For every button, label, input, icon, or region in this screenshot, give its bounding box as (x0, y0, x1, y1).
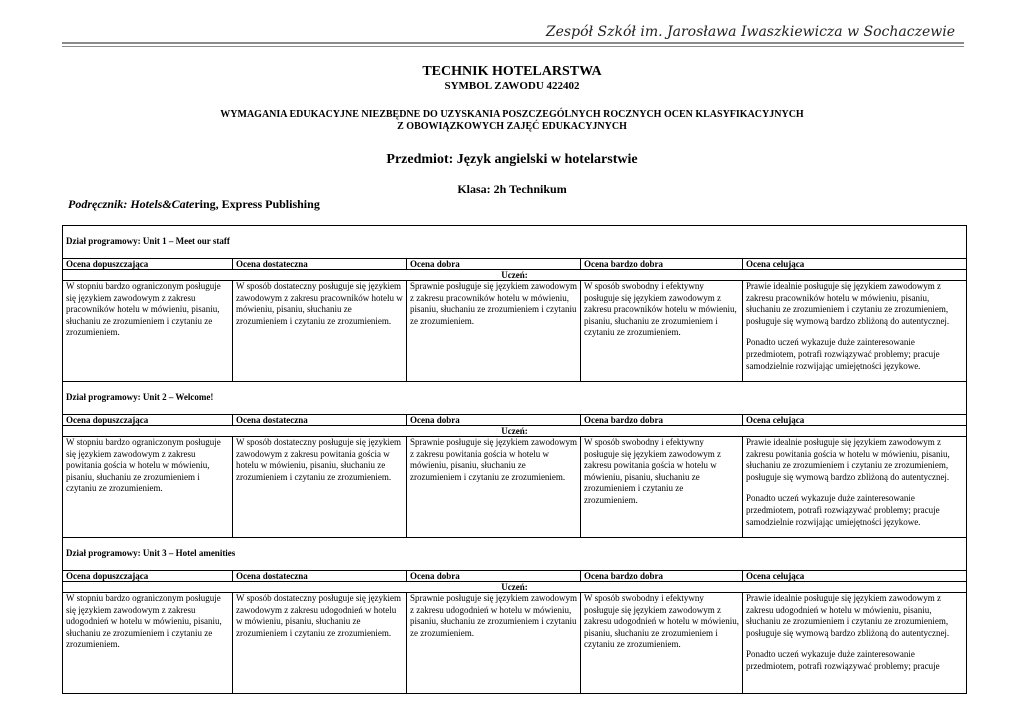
grade-header: Ocena dobra (407, 571, 581, 582)
textbook-label: Podręcznik: Hotels&Cate (68, 197, 195, 211)
grade-description: W sposób swobodny i efektywny posługuje się językiem zawodowym z zakresu udogodnień w hotelu w mówieniu, pisaniu, słuchaniu ze zrozumieniem i czytaniu ze zrozumieniem. (581, 593, 743, 694)
textbook-line (68, 197, 320, 212)
requirements-table (62, 225, 967, 694)
grade-extra-note: Ponadto uczeń wykazuje duże zainteresowanie przedmiotem, potrafi rozwiązywać problemy; pracuje samodzielnie rozwijając umiejętności językowe. (746, 493, 940, 527)
grade-header: Ocena dostateczna (233, 415, 407, 426)
grade-description: Sprawnie posługuje się językiem zawodowym z zakresu udogodnień w hotelu w mówieniu, pisaniu, słuchaniu ze zrozumieniem i czytaniu ze zrozumieniem. (407, 593, 581, 694)
grade-description: W sposób swobodny i efektywny posługuje się językiem zawodowym z zakresu powitania gościa w hotelu w mówieniu, pisaniu, słuchaniu ze zrozumieniem i czytaniu ze zrozumieniem. (581, 437, 743, 538)
grade-header: Ocena bardzo dobra (581, 571, 743, 582)
requirements-heading-line1: WYMAGANIA EDUKACYJNE NIEZBĘDNE DO UZYSKANIA POSZCZEGÓLNYCH ROCZNYCH OCEN KLASYFIKACYJNYCH (220, 109, 804, 120)
school-name-header: Zespół Szkół im. Jarosława Iwaszkiewicza w Sochaczewie (545, 24, 955, 40)
table-row (63, 437, 967, 538)
grade-header: Ocena dostateczna (233, 571, 407, 582)
profession-symbol: SYMBOL ZAWODU 422402 (444, 80, 580, 92)
grade-header: Ocena celująca (743, 571, 967, 582)
student-label: Uczeń: (63, 270, 967, 281)
grade-description: W sposób dostateczny posługuje się językiem zawodowym z zakresu powitania gościa w hotelu w mówieniu, pisaniu, słuchaniu ze zrozumieniem i czytaniu ze zrozumieniem. (233, 437, 407, 538)
grade-header: Ocena dobra (407, 415, 581, 426)
grade-description: Sprawnie posługuje się językiem zawodowym z zakresu pracowników hotelu w mówieniu, pisaniu, słuchaniu ze zrozumieniem i czytaniu ze zrozumieniem. (407, 281, 581, 382)
student-label: Uczeń: (63, 426, 967, 437)
grade-header: Ocena celująca (743, 259, 967, 270)
grade-header: Ocena dopuszczająca (63, 259, 233, 270)
grade-header: Ocena dopuszczająca (63, 571, 233, 582)
textbook-label-rest: ring, Express Publishing (194, 197, 320, 211)
grade-description-cell (743, 593, 967, 694)
grade-header: Ocena bardzo dobra (581, 415, 743, 426)
grade-description: W sposób swobodny i efektywny posługuje się językiem zawodowym z zakresu pracowników hotelu w mówieniu, pisaniu, słuchaniu ze zrozumieniem i czytaniu ze zrozumieniem. (581, 281, 743, 382)
grade-description: Prawie idealnie posługuje się językiem zawodowym z zakresu powitania gościa w hotelu w mówieniu, pisaniu, słuchaniu ze zrozumieniem i czytaniu ze zrozumieniem, posługuje się wymową bardzo zbliżoną do autentycznej. (746, 437, 950, 482)
grade-header: Ocena dobra (407, 259, 581, 270)
header-rule-thick (62, 42, 964, 44)
grade-description: W stopniu bardzo ograniczonym posługuje się językiem zawodowym z zakresu udogodnień w hotelu w mówieniu, pisaniu, słuchaniu ze zrozumieniem i czytaniu ze zrozumieniem. (63, 593, 233, 694)
grade-header: Ocena celująca (743, 415, 967, 426)
grade-header-row (63, 415, 967, 426)
header-rule-thin (62, 46, 964, 47)
unit-title: Dział programowy: Unit 3 – Hotel amenities (63, 538, 967, 571)
grade-header-row (63, 571, 967, 582)
subject-title: Przedmiot: Język angielski w hotelarstwie (386, 152, 638, 167)
grade-description: W stopniu bardzo ograniczonym posługuje się językiem zawodowym z zakresu powitania gościa w hotelu w mówieniu, pisaniu, słuchaniu ze zrozumieniem i czytaniu ze zrozumieniem. (63, 437, 233, 538)
table-row (63, 593, 967, 694)
grade-header-row (63, 259, 967, 270)
grade-header: Ocena dostateczna (233, 259, 407, 270)
grade-header: Ocena bardzo dobra (581, 259, 743, 270)
grade-header: Ocena dopuszczająca (63, 415, 233, 426)
unit-title: Dział programowy: Unit 2 – Welcome! (63, 382, 967, 415)
class-label: Klasa: 2h Technikum (457, 182, 567, 196)
grade-description: Prawie idealnie posługuje się językiem zawodowym z zakresu udogodnień w hotelu w mówieniu, pisaniu, słuchaniu ze zrozumieniem i czytaniu ze zrozumieniem, posługuje się wymową bardzo zbliżoną do autentycznej. (746, 593, 950, 638)
requirements-heading-line2: Z OBOWIĄZKOWYCH ZAJĘĆ EDUKACYJNYCH (397, 121, 627, 132)
grade-description: W sposób dostateczny posługuje się językiem zawodowym z zakresu udogodnień w hotelu w mówieniu, pisaniu, słuchaniu ze zrozumieniem i czytaniu ze zrozumieniem. (233, 593, 407, 694)
grade-extra-note: Ponadto uczeń wykazuje duże zainteresowanie przedmiotem, potrafi rozwiązywać problemy; pracuje (746, 649, 940, 671)
profession-title: TECHNIK HOTELARSTWA (422, 64, 602, 79)
grade-description: W stopniu bardzo ograniczonym posługuje się językiem zawodowym z zakresu pracowników hotelu w mówieniu, pisaniu, słuchaniu ze zrozumieniem i czytaniu ze zrozumieniem. (63, 281, 233, 382)
grade-description: W sposób dostateczny posługuje się językiem zawodowym z zakresu pracowników hotelu w mówieniu, pisaniu, słuchaniu ze zrozumieniem i czytaniu ze zrozumieniem. (233, 281, 407, 382)
grade-description: Prawie idealnie posługuje się językiem zawodowym z zakresu pracowników hotelu w mówieniu, pisaniu, słuchaniu ze zrozumieniem i czytaniu ze zrozumieniem, posługuje się wymową bardzo zbliżoną do autentycznej. (746, 281, 950, 326)
grade-description: Sprawnie posługuje się językiem zawodowym z zakresu powitania gościa w hotelu w mówieniu, pisaniu, słuchaniu ze zrozumieniem i czytaniu ze zrozumieniem. (407, 437, 581, 538)
grade-description-cell (743, 437, 967, 538)
unit-title: Dział programowy: Unit 1 – Meet our staff (63, 226, 967, 259)
grade-description-cell (743, 281, 967, 382)
grade-extra-note: Ponadto uczeń wykazuje duże zainteresowanie przedmiotem, potrafi rozwiązywać problemy; pracuje samodzielnie rozwijając umiejętności językowe. (746, 337, 940, 371)
student-label: Uczeń: (63, 582, 967, 593)
table-row (63, 281, 967, 382)
